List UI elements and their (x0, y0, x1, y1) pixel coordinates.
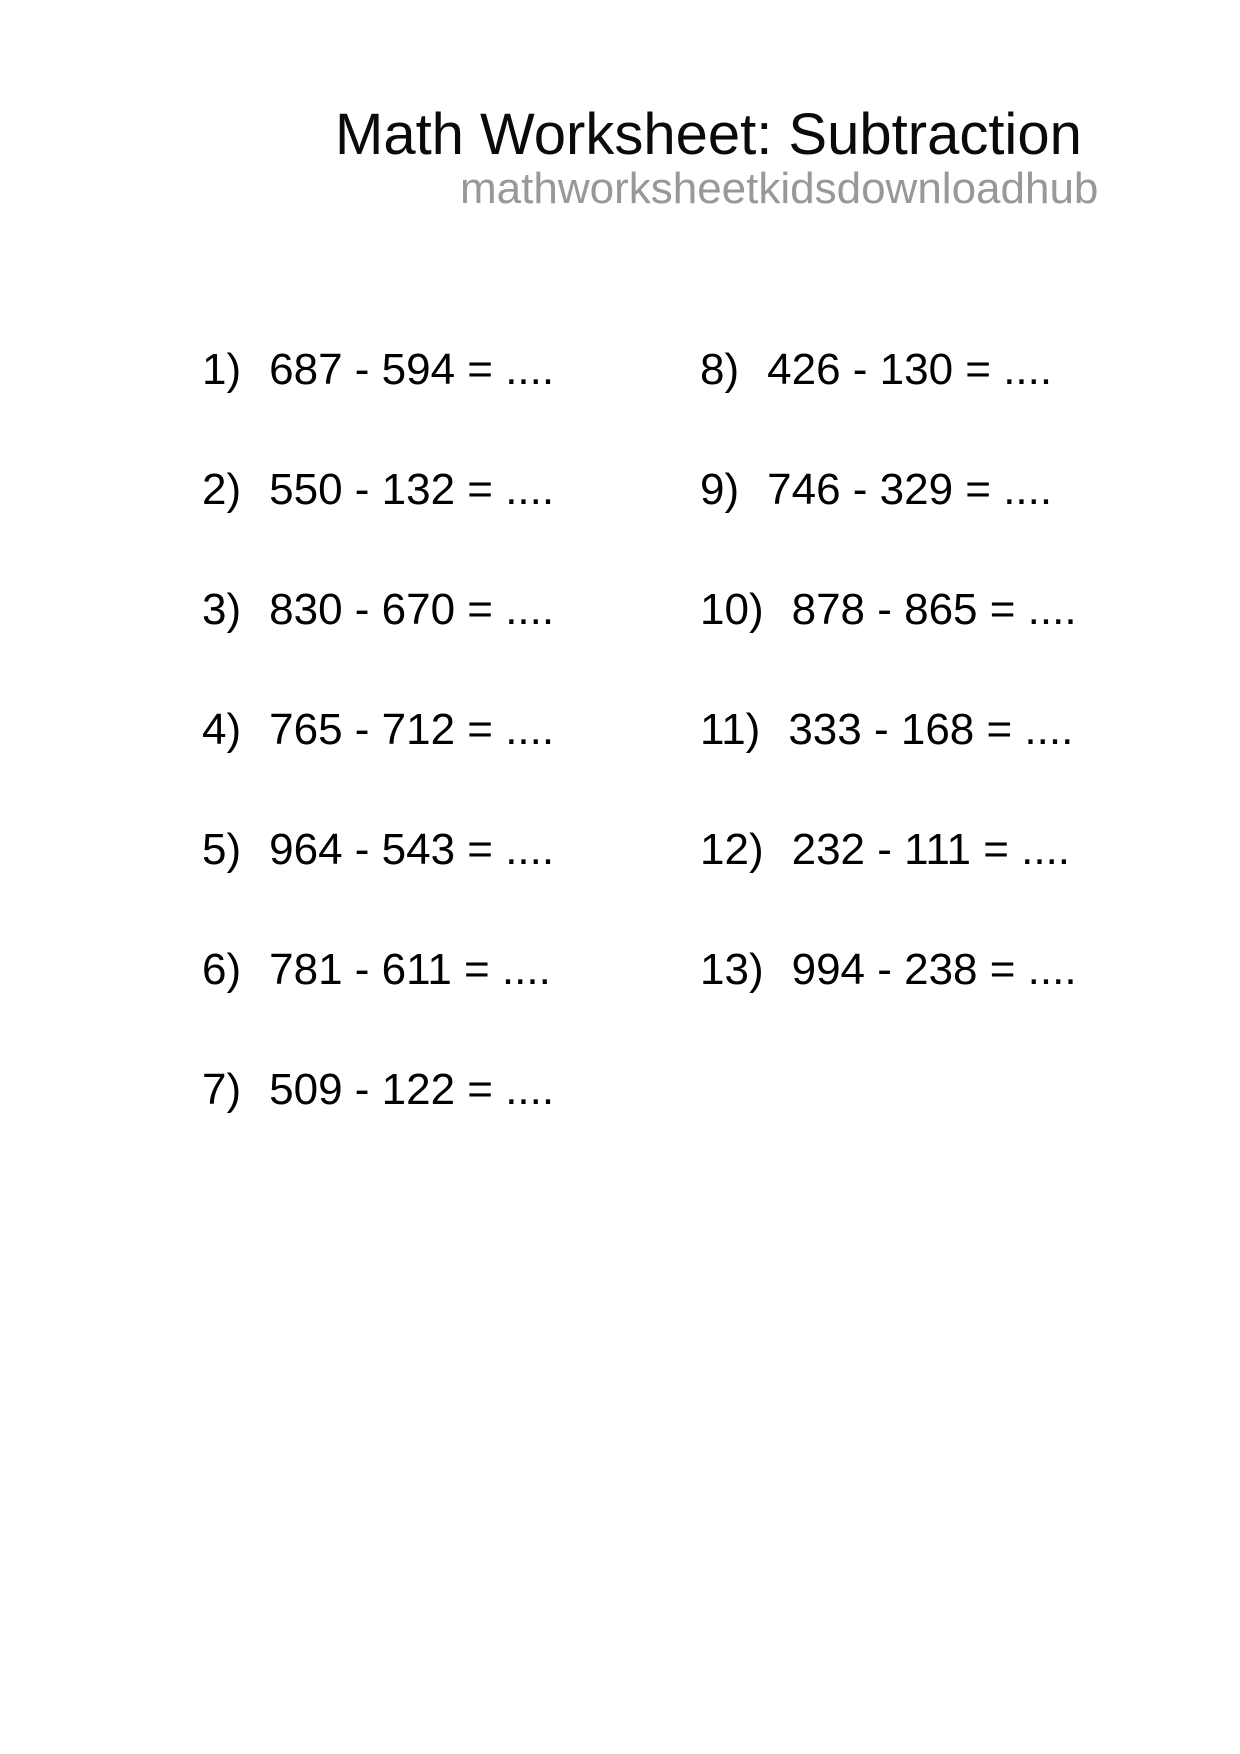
problem-expression: 232 - 111 = .... (791, 825, 1071, 874)
page-title: Math Worksheet: Subtraction (335, 102, 1082, 167)
problem-expression: 687 - 594 = .... (269, 345, 555, 394)
problem-row (202, 430, 554, 550)
problem-number: 4) (202, 705, 242, 754)
problem-expression: 964 - 543 = .... (269, 825, 555, 874)
problem-number: 3) (202, 585, 242, 634)
problem-number: 5) (202, 825, 242, 874)
problem-row (700, 550, 1077, 670)
problem-expression: 830 - 670 = .... (269, 585, 555, 634)
problem-row (700, 790, 1077, 910)
problem-number: 8) (700, 345, 740, 394)
problem-number: 11) (700, 705, 761, 754)
problem-row (202, 910, 554, 1030)
problem-number: 2) (202, 465, 242, 514)
page-subtitle: mathworksheetkidsdownloadhub (460, 164, 1099, 213)
problem-expression: 746 - 329 = .... (767, 465, 1053, 514)
problem-expression: 994 - 238 = .... (791, 945, 1077, 994)
problem-expression: 878 - 865 = .... (791, 585, 1077, 634)
problem-expression: 781 - 611 = .... (269, 945, 551, 994)
problem-number: 1) (202, 345, 242, 394)
problem-row (700, 670, 1077, 790)
problem-row (202, 670, 554, 790)
problem-expression: 765 - 712 = .... (269, 705, 555, 754)
problem-row (202, 550, 554, 670)
problem-row (202, 790, 554, 910)
problem-number: 13) (700, 945, 764, 994)
problem-number: 10) (700, 585, 764, 634)
problem-expression: 509 - 122 = .... (269, 1065, 555, 1114)
problem-row (700, 310, 1077, 430)
problem-expression: 426 - 130 = .... (767, 345, 1053, 394)
problem-expression: 333 - 168 = .... (788, 705, 1074, 754)
problem-number: 6) (202, 945, 242, 994)
problem-row (700, 430, 1077, 550)
problem-number: 7) (202, 1065, 242, 1114)
problems-column-left (202, 310, 554, 1150)
problems-column-right (700, 310, 1077, 1030)
problem-expression: 550 - 132 = .... (269, 465, 555, 514)
problem-row (700, 910, 1077, 1030)
problem-number: 9) (700, 465, 740, 514)
problem-row (202, 1030, 554, 1150)
problem-row (202, 310, 554, 430)
problem-number: 12) (700, 825, 764, 874)
